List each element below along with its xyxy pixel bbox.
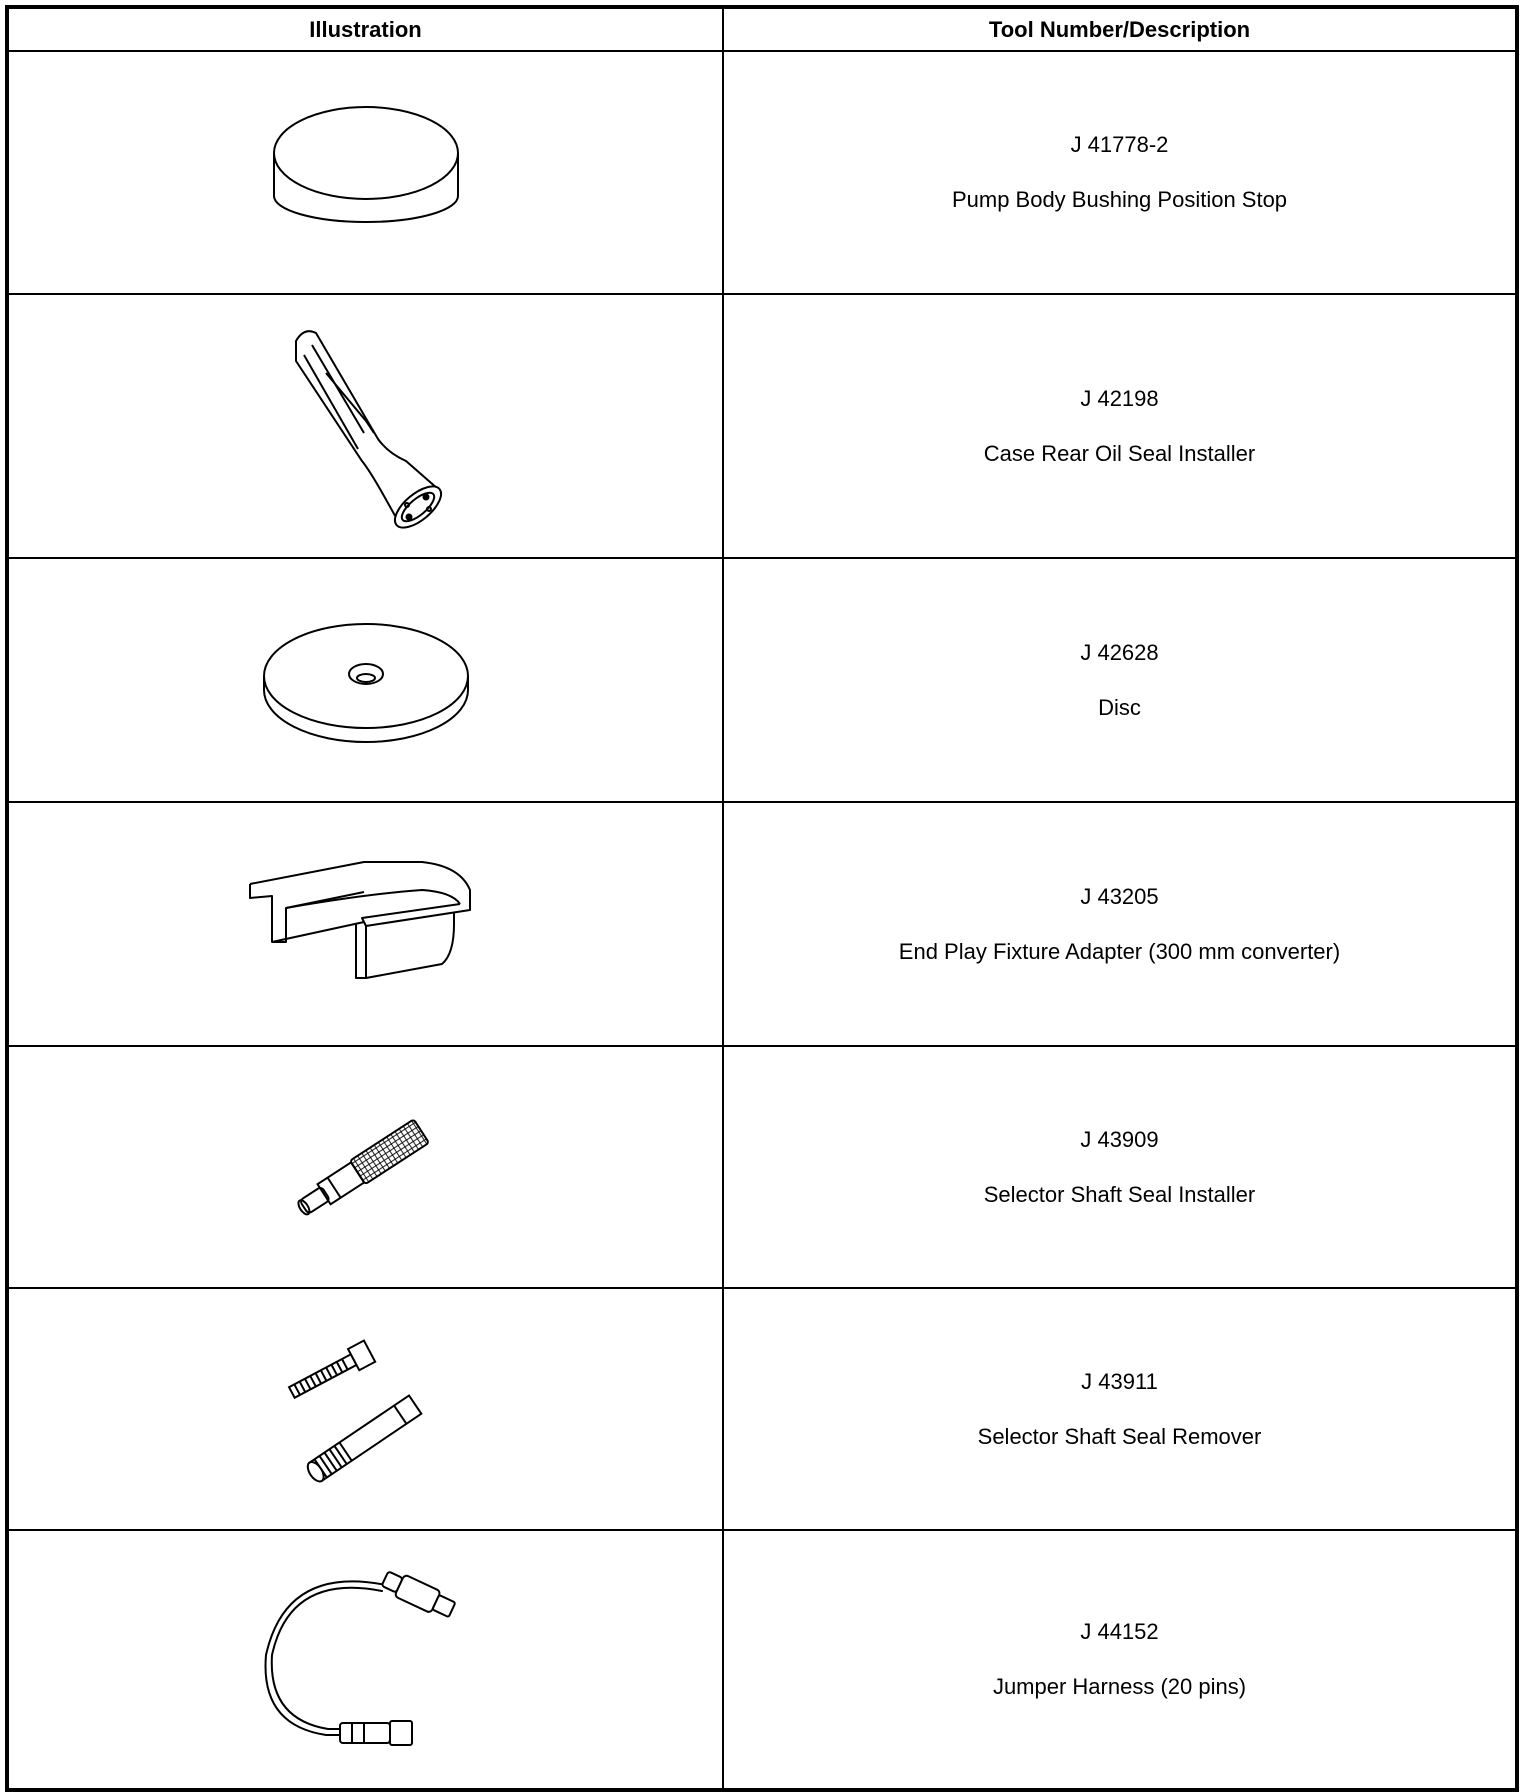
tool-description: End Play Fixture Adapter (300 mm converter) (898, 938, 1341, 964)
tool-description: Case Rear Oil Seal Installer (983, 440, 1256, 466)
tool-number: J 41778-2 (1070, 132, 1169, 157)
illustration-cell (7, 802, 723, 1046)
table-row (7, 558, 1517, 802)
header-illustration: Illustration (7, 7, 723, 51)
description-cell (723, 802, 1517, 1046)
tool-number: J 43205 (1080, 883, 1159, 909)
knurled-shaft-icon (276, 1107, 456, 1227)
tool-description: Jumper Harness (20 pins) (992, 1674, 1247, 1699)
table-row (7, 294, 1517, 558)
tool-number: J 44152 (1080, 1619, 1159, 1644)
description-cell (723, 1530, 1517, 1790)
bolt-and-sleeve-icon (276, 1329, 456, 1489)
horseshoe-adapter-icon (246, 854, 486, 994)
illustration-cell (7, 1530, 723, 1790)
disc-icon (256, 610, 476, 750)
tool-description: Selector Shaft Seal Remover (977, 1423, 1262, 1449)
table-row (7, 1046, 1517, 1288)
tool-number: J 43909 (1080, 1126, 1159, 1152)
cable-harness-icon (256, 1565, 476, 1755)
tool-description: Selector Shaft Seal Installer (983, 1181, 1256, 1207)
cylinder-block-icon (266, 98, 466, 248)
tool-number: J 43911 (1081, 1368, 1158, 1394)
table-row (7, 802, 1517, 1046)
seal-installer-icon (266, 321, 466, 531)
description-cell (723, 51, 1517, 294)
description-cell (723, 294, 1517, 558)
illustration-cell (7, 51, 723, 294)
tool-description: Pump Body Bushing Position Stop (951, 187, 1288, 212)
table-row (7, 1530, 1517, 1790)
description-cell (723, 1046, 1517, 1288)
description-cell (723, 1288, 1517, 1530)
illustration-cell (7, 1288, 723, 1530)
illustration-cell (7, 558, 723, 802)
tool-number: J 42198 (1080, 385, 1159, 411)
illustration-cell (7, 294, 723, 558)
special-tools-table (5, 5, 1519, 1792)
table-row (7, 1288, 1517, 1530)
tool-description: Disc (1098, 694, 1141, 720)
tool-number: J 42628 (1080, 639, 1159, 665)
table-row (7, 51, 1517, 294)
header-tool-number-description: Tool Number/Description (723, 7, 1517, 51)
illustration-cell (7, 1046, 723, 1288)
description-cell (723, 558, 1517, 802)
